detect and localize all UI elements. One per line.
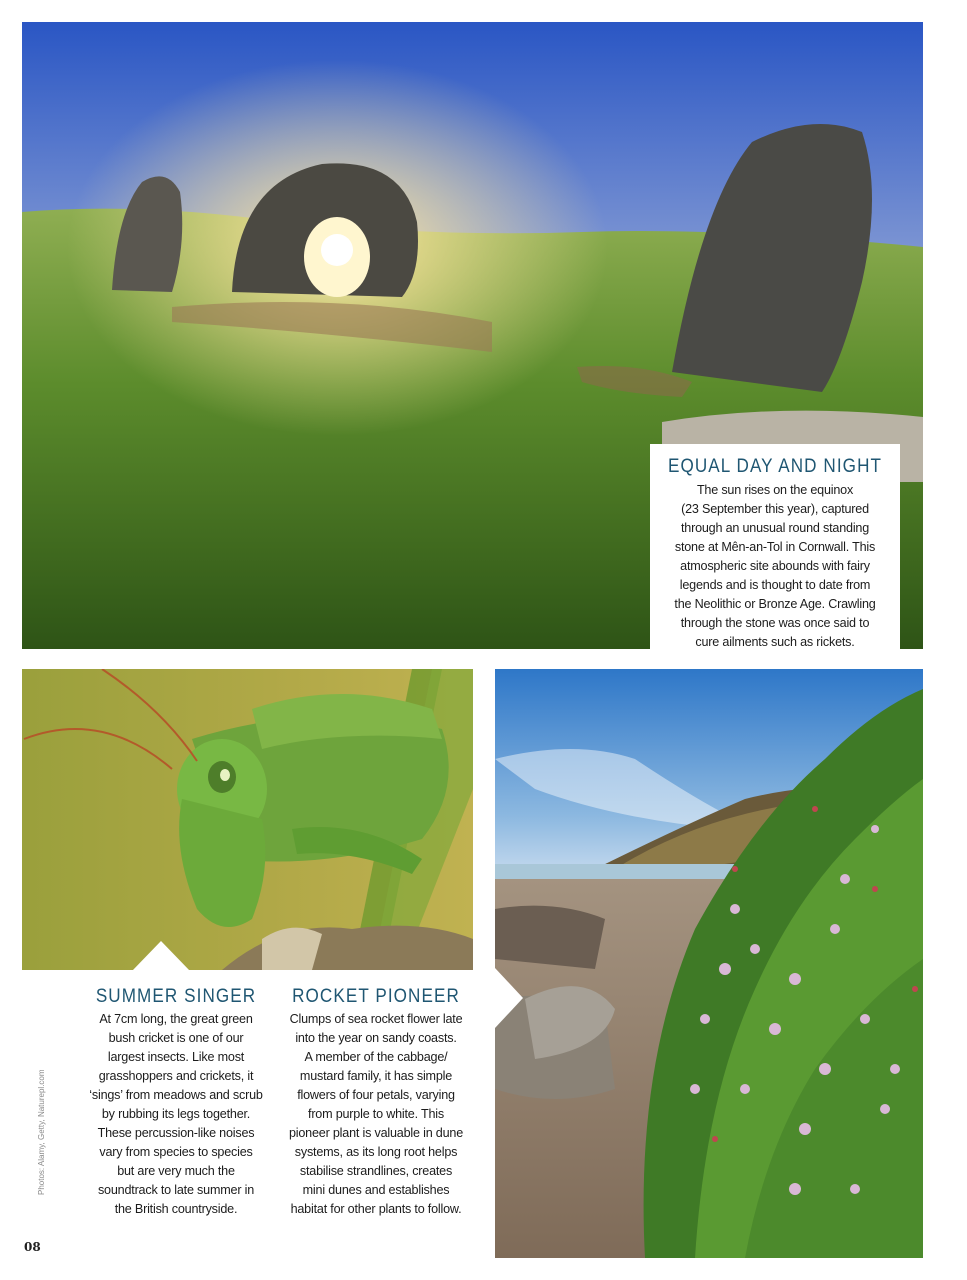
equal-day-body [650, 481, 900, 652]
equal-day-line: cure ailments such as rickets. [695, 635, 855, 649]
rocket-pioneer-line: flowers of four petals, varying [297, 1088, 455, 1102]
summer-singer-body [70, 1010, 282, 1219]
equal-day-line: atmospheric site abounds with fairy [680, 559, 870, 573]
equal-day-line: legends and is thought to date from [679, 578, 871, 592]
summer-singer-line: soundtrack to late summer in [97, 1183, 255, 1197]
equal-day-heading: EQUAL DAY AND NIGHT [667, 456, 883, 477]
rocket-pioneer-line: A member of the cabbage/ [304, 1050, 448, 1064]
rocket-pioneer-line: into the year on sandy coasts. [295, 1031, 457, 1045]
page-number: 08 [24, 1240, 41, 1254]
rocket-pioneer-line: stabilise strandlines, creates [299, 1164, 453, 1178]
rocket-pioneer-line: mini dunes and establishes [302, 1183, 450, 1197]
rocket-pioneer-line: habitat for other plants to follow. [290, 1202, 462, 1216]
summer-singer-heading: SUMMER SINGER [95, 986, 257, 1007]
caption-pointer-right [495, 968, 523, 1028]
summer-singer-line: These percussion-like noises [97, 1126, 255, 1140]
equal-day-line: through the stone was once said to [680, 616, 870, 630]
rocket-pioneer-line: from purple to white. This [308, 1107, 444, 1121]
equal-day-line: The sun rises on the equinox [696, 483, 854, 497]
rocket-pioneer-line: Clumps of sea rocket flower late [289, 1012, 463, 1026]
bush-cricket-photo [22, 669, 473, 970]
summer-singer-line: ‘sings’ from meadows and scrub [89, 1088, 263, 1102]
summer-singer-caption [70, 986, 282, 1219]
summer-singer-line: by rubbing its legs together. [101, 1107, 251, 1121]
sea-rocket-photo [495, 669, 923, 1258]
rocket-pioneer-body [276, 1010, 476, 1219]
rocket-pioneer-line: systems, as its long root helps [294, 1145, 458, 1159]
rocket-pioneer-line: mustard family, it has simple [299, 1069, 453, 1083]
equal-day-line: through an unusual round standing [680, 521, 870, 535]
summer-singer-line: largest insects. Like most [107, 1050, 245, 1064]
rocket-pioneer-caption [276, 986, 476, 1219]
caption-pointer-up [132, 941, 190, 971]
summer-singer-line: grasshoppers and crickets, it [98, 1069, 254, 1083]
equal-day-line: stone at Mên-an-Tol in Cornwall. This [674, 540, 876, 554]
rocket-pioneer-line: pioneer plant is valuable in dune [288, 1126, 464, 1140]
summer-singer-line: vary from species to species [99, 1145, 253, 1159]
summer-singer-line: At 7cm long, the great green [99, 1012, 253, 1026]
summer-singer-line: the British countryside. [114, 1202, 238, 1216]
equal-day-caption [650, 444, 900, 649]
rocket-pioneer-heading: ROCKET PIONEER [292, 986, 460, 1007]
summer-singer-line: bush cricket is one of our [108, 1031, 244, 1045]
summer-singer-line: but are very much the [117, 1164, 235, 1178]
equal-day-line: (23 September this year), captured [681, 502, 869, 516]
photo-credit: Photos: Alamy, Getty, Naturepl.com [37, 1069, 46, 1195]
equal-day-line: the Neolithic or Bronze Age. Crawling [674, 597, 876, 611]
